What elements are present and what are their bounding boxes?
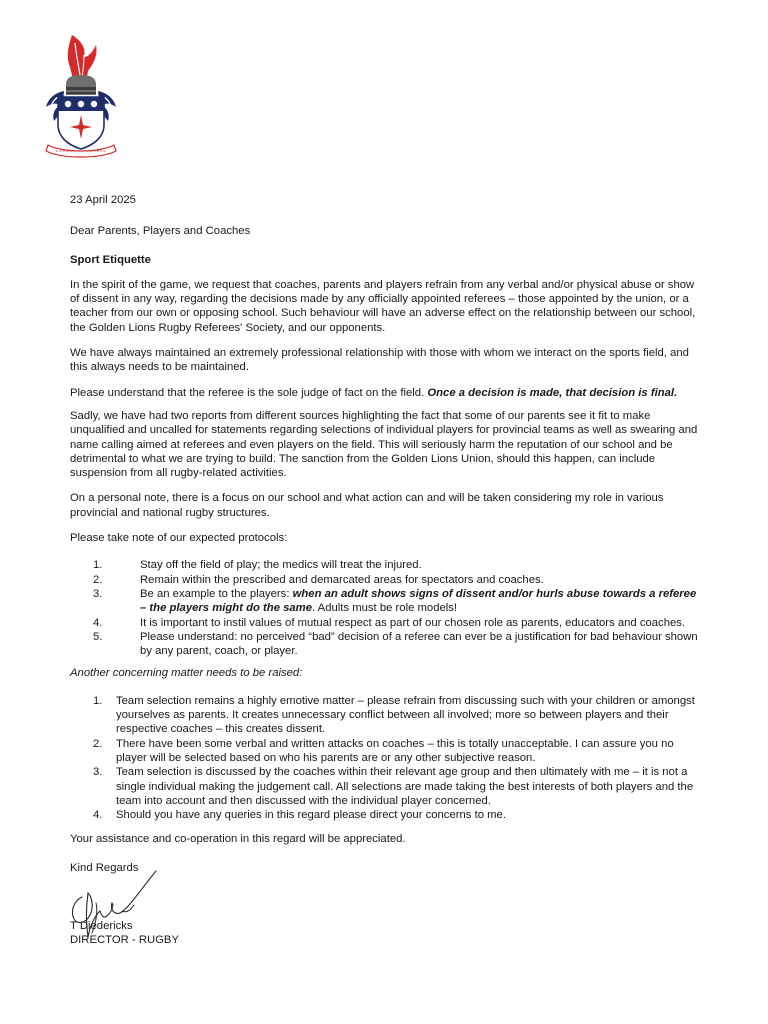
protocol-text: It is important to instil values of mutual respect as part of our chosen role as parents, educators and coaches. (140, 616, 686, 629)
letter-date: 23 April 2025 (70, 194, 136, 206)
concern-number: 2. (93, 737, 103, 750)
concern-text: There have been some verbal and written attacks on coaches – this is totally unacceptable. I can assure you no player will be selected based on who his parents are or any other subjective reason. (116, 737, 674, 764)
concerns-list (70, 694, 698, 823)
protocol-text: Stay off the field of play; the medics will treat the injured. (140, 559, 422, 572)
protocols-intro: Please take note of our expected protocols: (70, 532, 288, 545)
concern-item (70, 765, 698, 808)
concern-item (70, 737, 698, 766)
signature-block (70, 861, 698, 948)
concern-number: 3. (93, 766, 103, 779)
paragraph-reports: Sadly, we have had two reports from different sources highlighting the fact that some of our parents see it fit to make unqualified and uncalled for statements regarding selections of individual players for provincial teams as well as swearing and name calling aimed at referees and even players on the field. This will seriously harm the reputation of our school and be detrimental to what we are trying to build. The sanction from the Golden Lions Union, should this happen, can include suspension from all rugby-related activities. (70, 409, 698, 480)
salutation: Dear Parents, Players and Coaches (70, 225, 251, 238)
protocol-item (70, 630, 698, 659)
closing-line: Your assistance and co-operation in this regard will be appreciated. (70, 833, 406, 846)
protocol-text-pre: Be an example to the players: (140, 587, 293, 600)
protocol-number: 1. (93, 559, 103, 572)
protocol-text-post: . Adults must be role models! (312, 602, 458, 615)
protocol-item (70, 616, 698, 630)
paragraph-spirit-of-game: In the spirit of the game, we request that coaches, parents and players refrain from any verbal and/or physical abuse or show of dissent in any way, regarding the decisions made by any officially appointed referees – those appointed by the union, or a teacher from our own or opposing school. Such behaviour will have an adverse effect on the relationship between our school, the Golden Lions Rugby Referees' Society, and our opponents. (70, 278, 696, 334)
protocol-item (70, 573, 698, 587)
protocol-item (70, 587, 698, 616)
protocol-number: 5. (93, 630, 103, 643)
signatory-name: T Diedericks (70, 919, 133, 932)
concern-text: Should you have any queries in this regard please direct your concerns to me. (116, 809, 506, 822)
paragraph-referee-judge (70, 386, 698, 400)
decision-final-emphasis: Once a decision is made, that decision is final. (427, 386, 678, 399)
protocol-text: Please understand: no perceived “bad” decision of a referee can ever be a justification for bad behaviour shown by any parent, coach, or player. (140, 630, 698, 658)
referee-judge-text: Please understand that the referee is the sole judge of fact on the field. (70, 386, 428, 399)
protocol-emphasis: when an adult shows signs of dissent and/or hurls abuse towards a referee – the players might do the same (140, 587, 697, 615)
protocols-list (70, 558, 698, 658)
letter-subject: Sport Etiquette (70, 253, 151, 266)
school-crest-logo (42, 33, 120, 161)
concern-text: Team selection is discussed by the coaches within their relevant age group and then ultimately with me – it is not a single individual making the judgement call. All selections are made taking the best interests of both players and the team into account and then discussed with the individual player concerned. (116, 766, 694, 807)
protocol-item (70, 558, 698, 572)
protocol-text: Remain within the prescribed and demarcated areas for spectators and coaches. (140, 573, 544, 586)
concern-heading: Another concerning matter needs to be raised: (70, 667, 303, 680)
protocol-number: 2. (93, 573, 103, 586)
signoff: Kind Regards (70, 861, 139, 874)
signatory-title: DIRECTOR - RUGBY (70, 934, 180, 947)
paragraph-professional-relationship: We have always maintained an extremely professional relationship with those with whom we interact on the sports field, and this always needs to be maintained. (70, 347, 689, 374)
concern-number: 1. (93, 694, 103, 707)
concern-text: Team selection remains a highly emotive matter – please refrain from discussing such with your children or amongst yourselves as parents. It creates unnecessary conflict between all involved; more so between players and their respective coaches – this creates dissent. (116, 694, 695, 736)
letter-body (70, 193, 698, 948)
protocol-number: 4. (93, 616, 103, 629)
concern-item (70, 808, 698, 822)
concern-number: 4. (93, 809, 103, 822)
concern-item (70, 694, 698, 737)
handwritten-signature (68, 867, 160, 945)
paragraph-personal-note: On a personal note, there is a focus on our school and what action can and will be taken considering my role in various provincial and national rugby structures. (70, 492, 664, 519)
protocol-number: 3. (93, 587, 103, 600)
